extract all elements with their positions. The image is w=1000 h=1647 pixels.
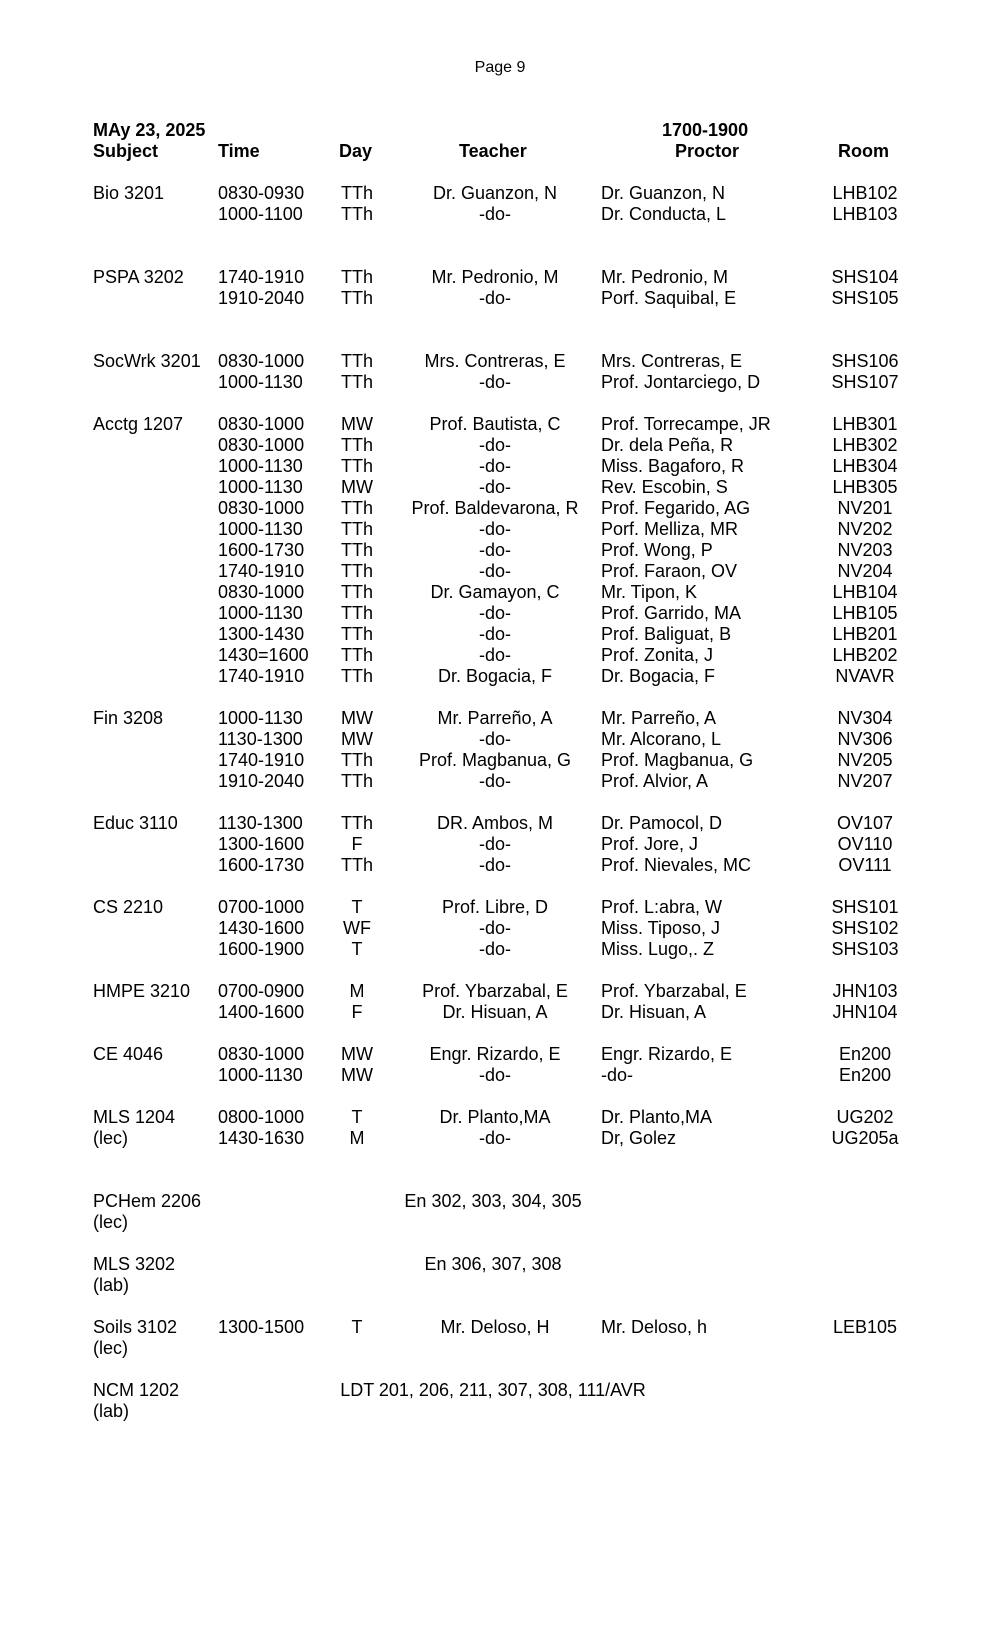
row-subject: CE 4046 [93,1044,164,1064]
row-teacher: -do- [478,729,511,749]
row-time: 1400-1600 [218,1002,305,1022]
row-teacher: -do- [478,855,511,875]
row-rooms-list: LDT 201, 206, 211, 307, 308, 111/AVR [340,1380,646,1400]
row-room: LHB304 [832,456,898,476]
table-row [0,1212,1000,1233]
row-room: OV111 [838,855,892,875]
row-proctor: Dr. Hisuan, A [601,1002,707,1022]
row-day: TTh [340,456,373,476]
table-row [0,603,1000,624]
row-day: T [351,897,363,917]
table-row [0,729,1000,750]
row-proctor: Rev. Escobin, S [601,477,728,497]
row-room: LHB201 [832,624,898,644]
row-proctor: Mr. Alcorano, L [601,729,722,749]
row-day: M [349,1128,365,1148]
table-row [0,918,1000,939]
row-teacher: -do- [478,1128,511,1148]
exam-date: MAy 23, 2025 [93,120,206,140]
row-proctor: Porf. Saquibal, E [601,288,737,308]
row-day: F [351,834,363,854]
row-time: 0700-0900 [218,981,305,1001]
row-room: SHS102 [831,918,899,938]
row-room: SHS104 [831,267,899,287]
row-subject: (lec) [93,1212,128,1232]
row-day: TTh [340,561,373,581]
row-proctor: Prof. Jontarciego, D [601,372,761,392]
table-row [0,666,1000,687]
row-day: TTh [340,351,373,371]
row-day: F [351,1002,363,1022]
row-room: LHB103 [832,204,898,224]
row-subject: (lec) [93,1128,128,1148]
row-proctor: Prof. Ybarzabal, E [601,981,747,1001]
row-time: 1600-1730 [218,855,305,875]
table-row [0,1401,1000,1422]
row-teacher: Dr. Guanzon, N [432,183,558,203]
row-day: MW [341,1065,373,1085]
table-row [0,1191,1000,1212]
row-time: 1740-1910 [218,750,305,770]
row-time: 1000-1130 [218,1065,303,1085]
table-row [0,1128,1000,1149]
table-row [0,288,1000,309]
header-teacher: Teacher [459,141,527,161]
row-teacher: Dr. Bogacia, F [437,666,553,686]
row-time: 1300-1430 [218,624,305,644]
row-subject: Educ 3110 [93,813,178,833]
row-time: 1000-1130 [218,372,303,392]
row-room: NV306 [837,729,893,749]
header-proctor: Proctor [675,141,740,161]
row-room: LHB305 [832,477,898,497]
row-teacher: Prof. Ybarzabal, E [422,981,568,1001]
row-day: TTh [340,813,373,833]
row-subject: CS 2210 [93,897,164,917]
table-row [0,939,1000,960]
row-proctor: Prof. Nievales, MC [601,855,752,875]
row-day: TTh [340,750,373,770]
table-row [0,561,1000,582]
table-row [0,372,1000,393]
table-row [0,981,1000,1002]
row-room: UG205a [831,1128,899,1148]
row-proctor: Prof. L:abra, W [601,897,723,917]
row-time: 1300-1500 [218,1317,305,1337]
row-time: 1000-1130 [218,477,303,497]
row-room: JHN103 [832,981,898,1001]
row-day: T [351,939,363,959]
row-day: TTh [340,183,373,203]
table-row [0,645,1000,666]
row-room: NV201 [837,498,893,518]
row-proctor: Mrs. Contreras, E [601,351,743,371]
row-teacher: Dr. Gamayon, C [430,582,560,602]
table-row [0,267,1000,288]
row-time: 1910-2040 [218,288,305,308]
row-proctor: Prof. Wong, P [601,540,713,560]
row-day: MW [341,708,373,728]
row-time: 0830-1000 [218,351,305,371]
row-time: 1000-1130 [218,603,303,623]
row-room: SHS107 [831,372,899,392]
row-proctor: Prof. Garrido, MA [601,603,742,623]
row-time: 1000-1100 [218,204,303,224]
row-teacher: -do- [478,771,511,791]
row-day: TTh [340,372,373,392]
row-proctor: Mr. Tipon, K [601,582,698,602]
row-subject: PCHem 2206 [93,1191,202,1211]
table-row [0,855,1000,876]
row-rooms-list: En 302, 303, 304, 305 [404,1191,582,1211]
row-proctor: Mr. Deloso, h [601,1317,708,1337]
header-subject: Subject [93,141,159,161]
row-teacher: Engr. Rizardo, E [429,1044,561,1064]
row-day: TTh [340,498,373,518]
row-teacher: Prof. Libre, D [441,897,549,917]
table-row [0,1254,1000,1275]
row-time: 0830-1000 [218,498,305,518]
row-time: 1430-1600 [218,918,305,938]
table-row [0,183,1000,204]
row-teacher: Mr. Deloso, H [440,1317,550,1337]
row-proctor: -do- [601,1065,634,1085]
table-row [0,750,1000,771]
table-row [0,540,1000,561]
row-proctor: Dr, Golez [601,1128,677,1148]
row-subject: PSPA 3202 [93,267,184,287]
row-subject: Soils 3102 [93,1317,178,1337]
row-proctor: Prof. Torrecampe, JR [601,414,771,434]
row-room: NV304 [837,708,893,728]
table-row [0,477,1000,498]
row-time: 1740-1910 [218,561,305,581]
table-row [0,1317,1000,1338]
row-day: T [351,1107,363,1127]
row-time: 1000-1130 [218,708,303,728]
row-teacher: Dr. Planto,MA [439,1107,551,1127]
table-row [0,519,1000,540]
table-row [0,708,1000,729]
row-teacher: -do- [478,939,511,959]
row-day: MW [341,729,373,749]
row-time: 1740-1910 [218,267,305,287]
schedule-rows [0,183,1000,1422]
table-row [0,435,1000,456]
row-room: En200 [838,1065,892,1085]
row-room: LEB105 [832,1317,898,1337]
row-proctor: Miss. Lugo,. Z [601,939,715,959]
table-row [0,813,1000,834]
row-proctor: Dr. Conducta, L [601,204,727,224]
row-proctor: Prof. Zonita, J [601,645,714,665]
row-time: 1430=1600 [218,645,309,665]
row-day: TTh [340,666,373,686]
row-room: NV204 [837,561,893,581]
row-teacher: -do- [478,519,511,539]
row-room: En200 [838,1044,892,1064]
row-teacher: -do- [478,645,511,665]
row-proctor: Prof. Fegarido, AG [601,498,751,518]
row-teacher: -do- [478,624,511,644]
row-teacher: -do- [478,561,511,581]
row-proctor: Dr. dela Peña, R [601,435,734,455]
row-room: LHB202 [832,645,898,665]
row-subject: (lab) [93,1275,130,1295]
row-teacher: Mrs. Contreras, E [424,351,566,371]
row-teacher: -do- [478,603,511,623]
table-row [0,771,1000,792]
row-proctor: Porf. Melliza, MR [601,519,739,539]
row-teacher: Mr. Parreño, A [437,708,553,728]
row-day: TTh [340,519,373,539]
row-proctor: Prof. Magbanua, G [601,750,754,770]
header-time: Time [218,141,260,161]
row-teacher: -do- [478,288,511,308]
row-time: 1300-1600 [218,834,305,854]
row-teacher: -do- [478,1065,511,1085]
row-room: NV203 [837,540,893,560]
row-day: TTh [340,624,373,644]
row-time: 1130-1300 [218,729,303,749]
row-room: SHS105 [831,288,899,308]
row-proctor: Dr. Planto,MA [601,1107,713,1127]
row-room: OV110 [837,834,893,854]
row-proctor: Miss. Tiposo, J [601,918,721,938]
row-time: 0700-1000 [218,897,305,917]
row-room: LHB105 [832,603,898,623]
row-proctor: Mr. Parreño, A [601,708,717,728]
row-room: LHB302 [832,435,898,455]
row-time: 1000-1130 [218,456,303,476]
row-proctor: Prof. Jore, J [601,834,699,854]
row-teacher: -do- [478,477,511,497]
row-teacher: Dr. Hisuan, A [442,1002,548,1022]
row-teacher: -do- [478,435,511,455]
row-time: 1910-2040 [218,771,305,791]
table-row [0,351,1000,372]
row-subject: Bio 3201 [93,183,165,203]
row-teacher: -do- [478,372,511,392]
row-teacher: -do- [478,456,511,476]
row-teacher: Prof. Baldevarona, R [411,498,579,518]
row-day: M [349,981,365,1001]
row-room: SHS103 [831,939,899,959]
row-proctor: Prof. Alvior, A [601,771,709,791]
row-time: 0830-1000 [218,435,305,455]
row-room: SHS106 [831,351,899,371]
row-proctor: Miss. Bagaforo, R [601,456,745,476]
row-time: 1130-1300 [218,813,303,833]
row-room: LHB104 [832,582,898,602]
row-time: 0830-1000 [218,582,305,602]
row-subject: (lab) [93,1401,130,1421]
row-subject: MLS 1204 [93,1107,176,1127]
row-day: WF [343,918,371,938]
row-subject: NCM 1202 [93,1380,180,1400]
row-proctor: Dr. Guanzon, N [601,183,726,203]
row-teacher: Prof. Bautista, C [429,414,561,434]
row-time: 1000-1130 [218,519,303,539]
table-row [0,1275,1000,1296]
table-row [0,1338,1000,1359]
row-room: LHB301 [832,414,898,434]
row-room: JHN104 [832,1002,898,1022]
row-proctor: Dr. Bogacia, F [601,666,716,686]
row-teacher: -do- [478,204,511,224]
table-row [0,1002,1000,1023]
row-teacher: Prof. Magbanua, G [418,750,572,770]
row-subject: SocWrk 3201 [93,351,201,371]
row-day: TTh [340,204,373,224]
table-row [0,582,1000,603]
row-room: UG202 [836,1107,894,1127]
row-time: 1430-1630 [218,1128,305,1148]
row-day: TTh [340,855,373,875]
row-time: 0830-1000 [218,414,305,434]
row-teacher: Mr. Pedronio, M [431,267,559,287]
row-day: MW [341,1044,373,1064]
row-time: 0800-1000 [218,1107,305,1127]
header-room: Room [838,141,889,161]
row-subject: Acctg 1207 [93,414,184,434]
row-subject: Fin 3208 [93,708,164,728]
row-subject: HMPE 3210 [93,981,191,1001]
row-time: 1740-1910 [218,666,305,686]
row-teacher: DR. Ambos, M [436,813,554,833]
table-row [0,1107,1000,1128]
row-proctor: Engr. Rizardo, E [601,1044,733,1064]
row-day: MW [341,414,373,434]
table-row [0,498,1000,519]
row-room: NV202 [837,519,893,539]
table-row [0,624,1000,645]
row-day: TTh [340,435,373,455]
row-day: TTh [340,771,373,791]
row-day: TTh [340,288,373,308]
row-day: T [351,1317,363,1337]
row-teacher: -do- [478,540,511,560]
header-day: Day [339,141,373,161]
exam-time-range: 1700-1900 [662,120,749,140]
table-row [0,414,1000,435]
row-day: TTh [340,582,373,602]
table-row [0,1065,1000,1086]
row-time: 0830-1000 [218,1044,305,1064]
row-time: 1600-1730 [218,540,305,560]
row-proctor: Prof. Baliguat, B [601,624,732,644]
row-proctor: Prof. Faraon, OV [601,561,738,581]
row-subject: MLS 3202 [93,1254,176,1274]
row-teacher: -do- [478,834,511,854]
row-time: 0830-0930 [218,183,305,203]
row-proctor: Dr. Pamocol, D [601,813,723,833]
row-time: 1600-1900 [218,939,305,959]
row-subject: (lec) [93,1338,128,1358]
row-day: MW [341,477,373,497]
table-row [0,204,1000,225]
row-day: TTh [340,645,373,665]
table-row [0,897,1000,918]
row-room: NV207 [837,771,893,791]
table-row [0,456,1000,477]
page-number: Page 9 [474,59,526,76]
row-room: SHS101 [831,897,899,917]
row-day: TTh [340,267,373,287]
table-row [0,1044,1000,1065]
row-room: NVAVR [835,666,895,686]
row-room: NV205 [837,750,893,770]
table-row [0,834,1000,855]
row-day: TTh [340,540,373,560]
row-day: TTh [340,603,373,623]
row-teacher: -do- [478,918,511,938]
row-room: OV107 [836,813,894,833]
row-proctor: Mr. Pedronio, M [601,267,729,287]
table-row [0,1380,1000,1401]
row-rooms-list: En 306, 307, 308 [424,1254,562,1274]
row-room: LHB102 [832,183,898,203]
